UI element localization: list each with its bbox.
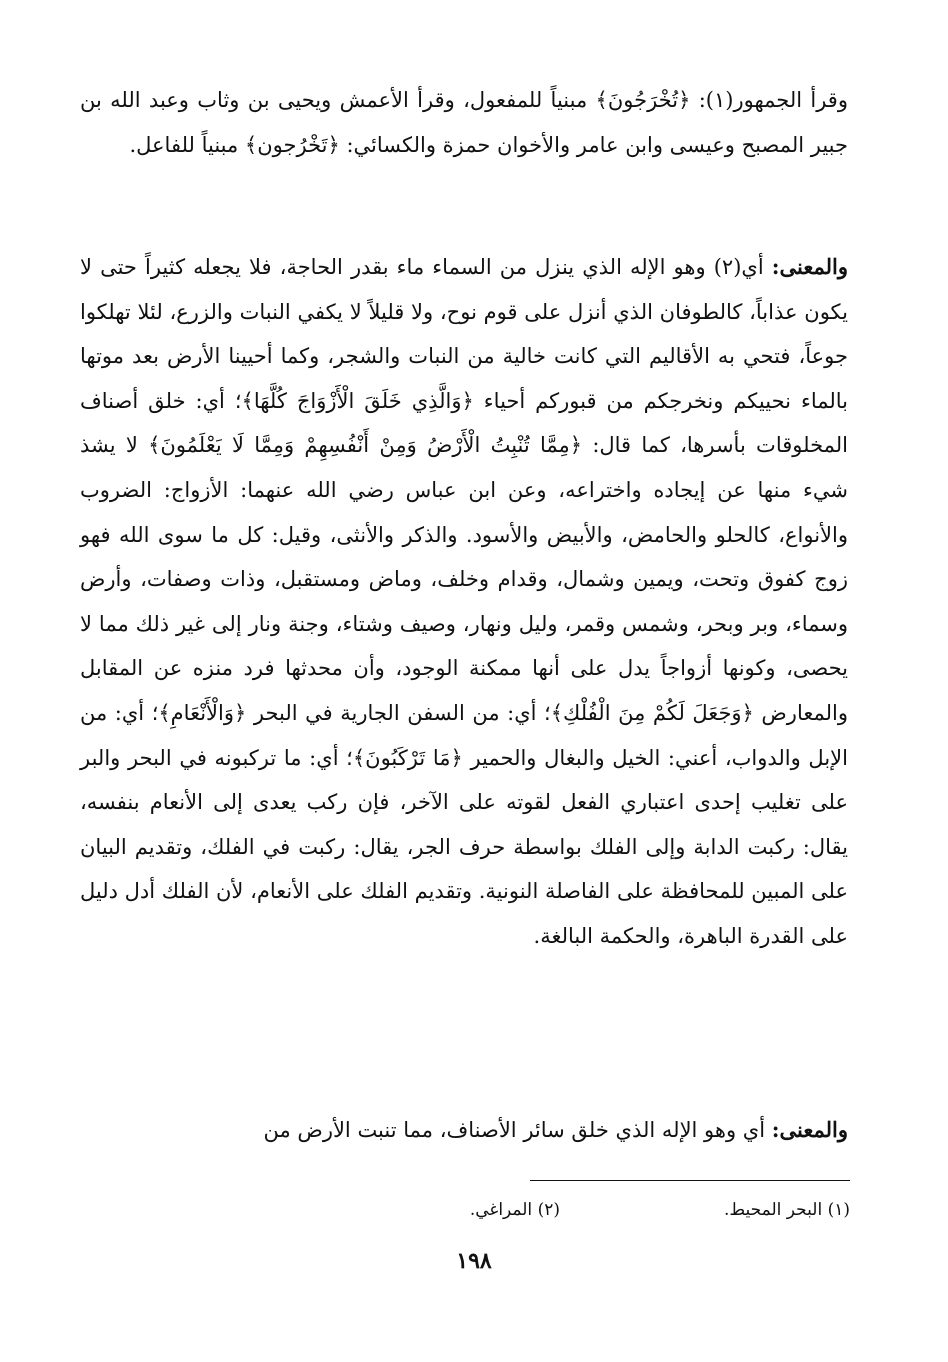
- paragraph-text: وقرأ الجمهور(١): ﴿تُخْرَجُونَ﴾ مبنياً للمفعول، وقرأ الأعمش ويحيى بن وثاب وعبد الله بن جبير المصبح وعيسى وابن عامر والأخوان حمزة والكسائي: ﴿تَخْرُجون﴾ مبنياً للفاعل.: [80, 88, 848, 157]
- page-number: ١٩٨: [456, 1248, 492, 1274]
- footnote-number: (٢): [537, 1200, 560, 1220]
- paragraph-lead: والمعنى:: [771, 254, 849, 279]
- paragraph-meaning-2: [80, 1108, 848, 1153]
- footnote-1: [724, 1196, 850, 1224]
- footnote-2: [470, 1196, 560, 1224]
- footnote-text: البحر المحيط.: [724, 1200, 823, 1220]
- paragraph-readings: [80, 78, 848, 167]
- paragraph-text: أي(٢) وهو الإله الذي ينزل من السماء ماء بقدر الحاجة، فلا يجعله كثيراً حتى لا يكون عذاباً، كالطوفان الذي أنزل على قوم نوح، ولا قليلاً لا يكفي النبات والزرع، لئلا تهلكوا جوعاً، فتحي به الأقاليم التي كانت خالية من النبات والشجر، وكما أحيينا الأرض بعد موتها بالماء نحييكم ونخرجكم من قبوركم أحياء ﴿وَالَّذِي خَلَقَ الْأَزْوَاجَ كُلَّهَا﴾؛ أي: خلق أصناف المخلوقات بأسرها، كما قال: ﴿مِمَّا تُنْبِتُ الْأَرْضُ وَمِنْ أَنْفُسِهِمْ وَمِمَّا لَا يَعْلَمُونَ﴾ لا يشذ شيء منها عن إيجاده واختراعه، وعن ابن عباس رضي الله عنهما: الأزواج: الضروب والأنواع، كالحلو والحامض، والأبيض والأسود. والذكر والأنثى، وقيل: كل ما سوى الله فهو زوج كفوق وتحت، ويمين وشمال، وقدام وخلف، وماض ومستقبل، وذات وصفات، وأرض وسماء، وبر وبحر، وشمس وقمر، وليل ونهار، وصيف وشتاء، وجنة ونار إلى غير ذلك مما لا يحصى، وكونها أزواجاً يدل على أنها ممكنة الوجود، وأن محدثها فرد منزه عن المقابل والمعارض ﴿وَجَعَلَ لَكُمْ مِنَ الْفُلْكِ﴾؛ أي: من السفن الجارية في البحر ﴿وَالْأَنْعَامِ﴾؛ أي: من الإبل والدواب، أعني: الخيل والبغال والحمير ﴿مَا تَرْكَبُونَ﴾؛ أي: ما تركبونه في البحر والبر على تغليب إحدى اعتباري الفعل لقوته على الآخر، فإن ركب يعدى إلى الأنعام بنفسه، يقال: ركبت الدابة وإلى الفلك بواسطة حرف الجر، يقال: ركبت في الفلك، وتقديم البيان على المبين للمحافظة على الفاصلة النونية. وتقديم الفلك على الأنعام، لأن الفلك أدل دليل على القدرة الباهرة، والحكمة البالغة.: [80, 255, 848, 948]
- paragraph-lead: والمعنى:: [771, 1117, 848, 1142]
- footnotes: [280, 1196, 850, 1224]
- paragraph-meaning-1: [80, 245, 848, 959]
- footnote-text: المراغي.: [469, 1200, 533, 1220]
- footnote-separator: [530, 1180, 850, 1181]
- footnote-number: (١): [827, 1200, 850, 1220]
- paragraph-text: أي وهو الإله الذي خلق سائر الأصناف، مما تنبت الأرض من: [263, 1118, 772, 1142]
